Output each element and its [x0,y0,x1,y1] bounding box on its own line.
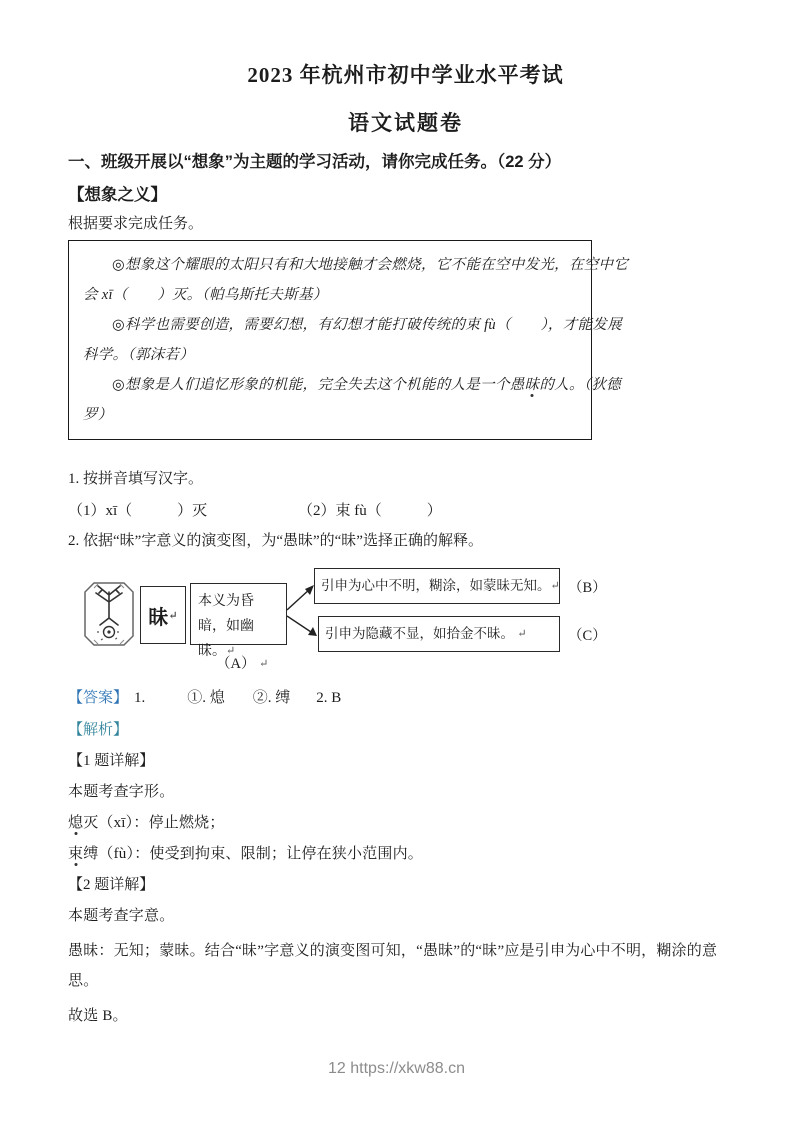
return-mark: ↵ [226,645,236,657]
derived-meaning-c-text: 引申为隐藏不显，如拾金不昧。 [325,626,514,641]
return-mark: ↵ [259,658,269,670]
task-intro: 根据要求完成任务。 [68,216,204,232]
quote-line: 罗） [83,407,113,423]
answer-part: 1. [134,690,146,706]
quote-line: 科学。（郭沫若） [83,347,195,363]
emphasized-char: 昧 [524,377,540,393]
option-a-text: （A） [216,656,256,672]
derived-meaning-b-text: 引申为心中不明，糊涂，如蒙昧无知。 [321,578,551,593]
detail-2-tag: 【2 题详解】 [68,877,155,893]
emphasized-char: 束 [68,846,84,862]
return-mark: ↵ [517,628,527,640]
conclusion: 故选 B。 [68,1008,128,1024]
origin-meaning-box [190,583,287,659]
quote-line: ◎想象这个耀眼的太阳只有和大地接触才会燃烧，它不能在空中发光，在空中它 [112,257,629,273]
blank-item-1: （1）xī（ ）灭 [68,503,208,519]
return-mark: ↵ [168,609,178,622]
term-explanation-2 [68,843,743,865]
derived-meaning-box-b [314,568,560,604]
answer-part: ②. 缚 [252,690,291,706]
task-tag: 【想象之义】 [68,186,167,204]
return-mark: ↵ [550,580,560,592]
analysis-tag: 【解析】 [68,722,129,738]
character-evolution-diagram [68,568,728,680]
option-b-label: （B） [568,580,607,596]
origin-meaning-text: 本义为昏暗，如幽昧。 [198,594,254,659]
term-explanation-1 [68,812,743,834]
footer-url[interactable]: https://xkw88.cn [350,1060,465,1077]
detail-2-body: 愚昧：无知；蒙昧。结合“昧”字意义的演变图可知，“愚昧”的“昧”应是引申为心中不明，糊涂的意思。 [68,943,718,989]
answer-line [68,686,743,710]
term-explanation-text: 灭（xī）：停止燃烧； [83,815,225,831]
section-heading: 一、班级开展以“想象”为主题的学习活动，请你完成任务。（22 分） [68,153,562,171]
answer-part: 2. B [316,690,342,706]
page-title: 2023 年杭州市初中学业水平考试 [247,63,564,87]
character-box [140,586,186,644]
answer-tag: 【答案】 [68,690,129,706]
question-1-blanks [68,499,743,523]
oracle-bone-glyph-icon [84,582,134,646]
emphasized-char: 熄 [68,815,84,831]
paper-subtitle: 语文试题卷 [348,111,463,135]
question-2-text: 2. 依据“昧”字意义的演变图，为“愚昧”的“昧”选择正确的解释。 [68,533,483,549]
option-c-label: （C） [568,628,607,644]
quote-box [68,240,629,440]
quote-line-segment: 的人。（狄德 [539,377,621,393]
detail-2-intro: 本题考查字意。 [68,908,175,924]
quote-line: 会 xī（ ）灭。（帕乌斯托夫斯基） [83,287,328,303]
term-explanation-text: 缚（fù）：使受到拘束、限制；让停在狭小范围内。 [83,846,424,862]
answer-part: ①. 熄 [187,690,225,706]
detail-1-intro: 本题考查字形。 [68,784,175,800]
detail-1-tag: 【1 题详解】 [68,753,155,769]
quote-line-segment: ◎想象是人们追忆形象的机能，完全失去这个机能的人是一个愚 [112,377,525,393]
quote-line: ◎科学也需要创造，需要幻想，有幻想才能打破传统的束 fù（ ），才能发展 [112,317,622,333]
character-mei: 昧 [148,606,169,629]
page-footer [0,1060,793,1078]
quote-line [83,370,621,400]
option-a-label [216,652,268,673]
question-1-text: 1. 按拼音填写汉字。 [68,471,204,487]
blank-item-2: （2）束 fù（ ） [298,503,442,519]
footer-page-number: 12 [328,1060,346,1077]
derived-meaning-box-c [318,616,560,652]
